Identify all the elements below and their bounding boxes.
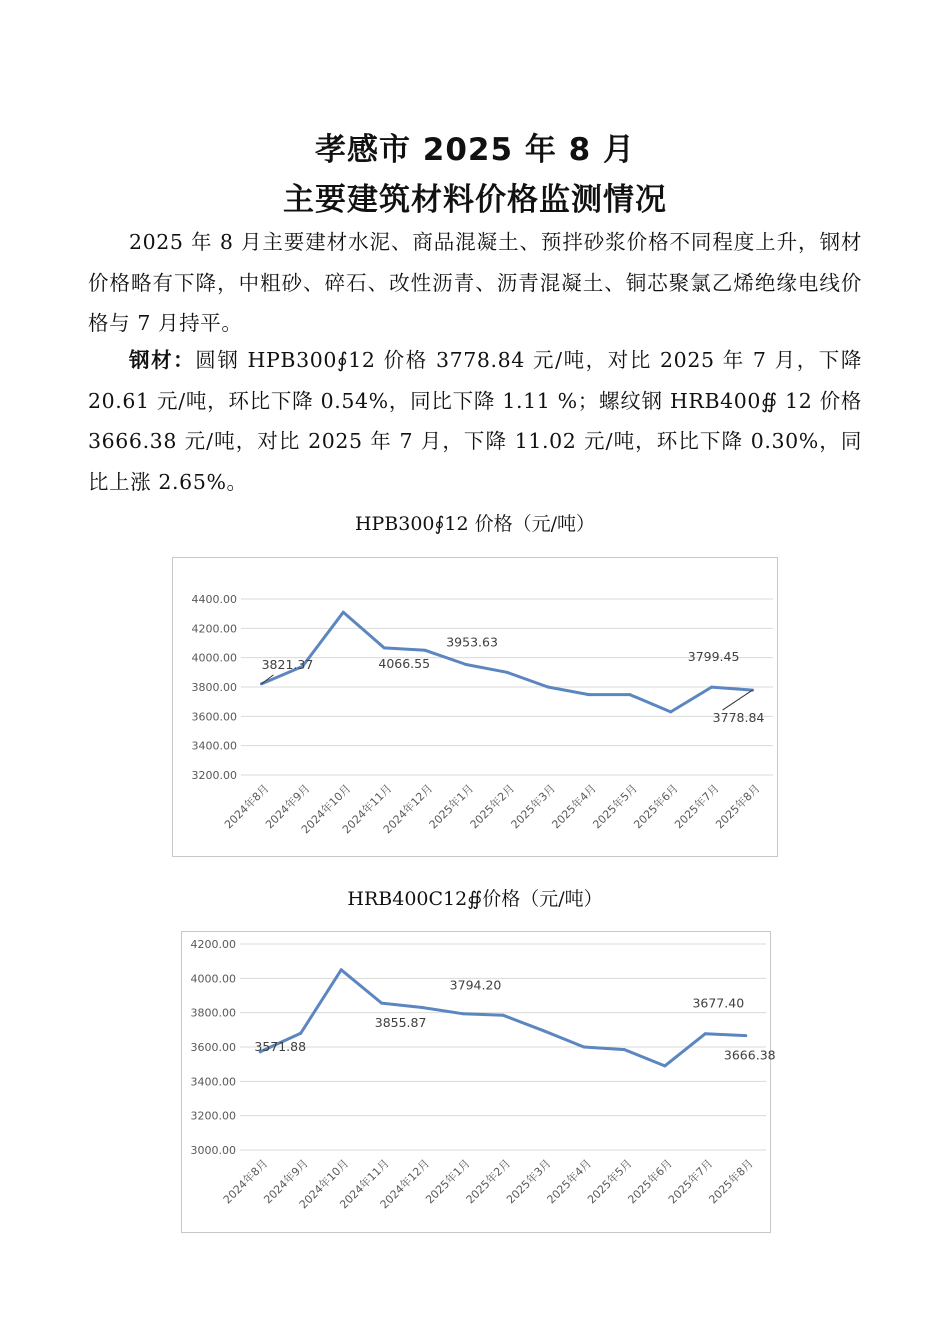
c2-x-tick-label: 2024年10月 <box>296 1156 352 1212</box>
chart2-title: HRB400C12∯价格（元/吨） <box>347 888 603 910</box>
c2-data-point <box>704 1032 707 1035</box>
c2-x-tick-label: 2025年8月 <box>706 1156 756 1207</box>
chart1-title: HPB300∮12 价格（元/吨） <box>354 513 596 535</box>
c2-data-label: 3794.20 <box>449 977 502 993</box>
c2-y-tick-label: 3400.00 <box>190 1075 236 1089</box>
c2-data-point <box>663 1064 666 1067</box>
hrb400-price-chart <box>181 931 776 1233</box>
c2-data-point <box>542 1029 545 1032</box>
c1-x-tick-label: 2024年8月 <box>222 781 272 832</box>
c1-x-tick-label: 2025年1月 <box>426 781 477 832</box>
c2-y-tick-label: 3000.00 <box>190 1144 236 1157</box>
c1-data-point <box>424 649 427 652</box>
c2-data-label: 3677.40 <box>692 995 745 1011</box>
hpb300-chart-svg <box>173 558 777 856</box>
c1-x-tick-label: 2025年3月 <box>508 781 559 832</box>
c1-data-point <box>506 671 509 674</box>
steel-paragraph-body: 圆钢 HPB300∮12 价格 3778.84 元/吨，对比 2025 年 7 月，下降 20.61 元/吨，环比下降 0.54%，同比下降 1.11 %；螺纹钢 HRB400∯ 12 价格 3666.38 元/吨，对比 2025 年 7 月，下降 11.02 元/吨，环比下降 0.30%，同比上涨 2.65%。 <box>88 348 862 494</box>
c1-x-tick-label: 2024年9月 <box>263 781 313 832</box>
c2-x-tick-label: 2025年2月 <box>463 1156 514 1207</box>
c1-y-tick-label: 3800.00 <box>191 681 237 694</box>
c2-x-tick-label: 2025年3月 <box>504 1156 554 1207</box>
c2-x-tick-label: 2024年11月 <box>337 1156 392 1212</box>
summary-paragraph: 2025 年 8 月主要建材水泥、商品混凝土、预拌砂浆价格不同程度上升，钢材价格略有下降，中粗砂、碎石、改性沥青、沥青混凝土、铜芯聚氯乙烯绝缘电线价格与 7 月持平。 <box>88 230 862 335</box>
c2-x-tick-label: 2025年7月 <box>665 1156 716 1207</box>
c2-data-point <box>582 1046 585 1049</box>
c1-x-tick-label: 2024年12月 <box>380 781 436 837</box>
c2-data-point <box>623 1048 626 1051</box>
c1-y-tick-label: 4200.00 <box>191 622 237 636</box>
c1-y-tick-label: 3600.00 <box>191 710 237 724</box>
c2-data-label: 3855.87 <box>374 1015 427 1031</box>
document-title-line1: 孝感市 2025 年 8 月 <box>314 132 636 168</box>
c1-data-point <box>546 686 549 689</box>
steel-paragraph <box>88 340 862 502</box>
c2-x-tick-label: 2024年8月 <box>220 1156 271 1207</box>
c1-x-tick-label: 2025年2月 <box>467 781 518 832</box>
c2-data-point <box>744 1034 747 1037</box>
c1-x-tick-label: 2024年11月 <box>339 781 395 837</box>
c1-x-tick-label: 2025年7月 <box>672 781 722 832</box>
c2-x-tick-label: 2024年12月 <box>377 1156 433 1212</box>
c2-data-point <box>502 1014 505 1017</box>
c1-y-tick-label: 4000.00 <box>191 651 237 665</box>
c1-data-label: 3953.63 <box>446 634 498 650</box>
c2-x-tick-label: 2024年9月 <box>261 1156 311 1207</box>
c2-data-point <box>380 1002 383 1005</box>
c1-label-leader <box>723 690 753 710</box>
c1-data-point <box>710 686 713 689</box>
c2-x-tick-label: 2025年5月 <box>585 1156 635 1207</box>
c2-series-line <box>260 970 746 1066</box>
c1-x-tick-label: 2025年8月 <box>713 781 763 832</box>
c2-data-point <box>340 968 343 971</box>
c2-y-tick-label: 4000.00 <box>190 972 236 986</box>
document-title-line2: 主要建筑材料价格监测情况 <box>283 182 667 218</box>
c2-data-label: 3571.88 <box>254 1038 307 1054</box>
c2-x-tick-label: 2025年4月 <box>544 1156 595 1207</box>
c2-x-tick-label: 2025年6月 <box>625 1156 675 1207</box>
c1-data-label: 3821.37 <box>261 656 314 672</box>
c1-data-label: 3778.84 <box>712 710 765 726</box>
c2-y-tick-label: 4200.00 <box>190 938 236 951</box>
c1-data-point <box>383 646 386 649</box>
c1-data-point <box>342 611 345 614</box>
c1-y-tick-label: 3200.00 <box>191 769 237 782</box>
c2-y-tick-label: 3800.00 <box>190 1006 236 1020</box>
c2-y-tick-label: 3600.00 <box>190 1041 236 1054</box>
c1-data-point <box>669 710 672 713</box>
c1-x-tick-label: 2025年4月 <box>549 781 599 832</box>
c1-series-line <box>262 612 753 712</box>
c1-x-tick-label: 2024年10月 <box>298 781 354 837</box>
c1-y-tick-label: 3400.00 <box>191 739 237 753</box>
hrb400-chart-svg <box>182 932 776 1232</box>
c1-x-tick-label: 2025年5月 <box>590 781 640 832</box>
c2-data-point <box>421 1006 424 1009</box>
c2-data-point <box>299 1032 302 1035</box>
c1-data-label: 4066.55 <box>378 655 431 671</box>
c2-x-tick-label: 2025年1月 <box>423 1156 473 1207</box>
c1-y-tick-label: 4400.00 <box>191 593 237 606</box>
c2-data-label: 3666.38 <box>723 1047 776 1063</box>
c1-data-point <box>587 693 590 696</box>
c2-y-tick-label: 3200.00 <box>190 1109 236 1123</box>
c1-data-label: 3799.45 <box>687 649 740 665</box>
c2-data-point <box>461 1012 464 1015</box>
steel-lead-label: 钢材： <box>129 348 196 372</box>
c1-data-point <box>465 663 468 666</box>
c1-data-point <box>628 693 631 696</box>
c1-x-tick-label: 2025年6月 <box>631 781 681 832</box>
hpb300-price-chart <box>172 557 778 857</box>
